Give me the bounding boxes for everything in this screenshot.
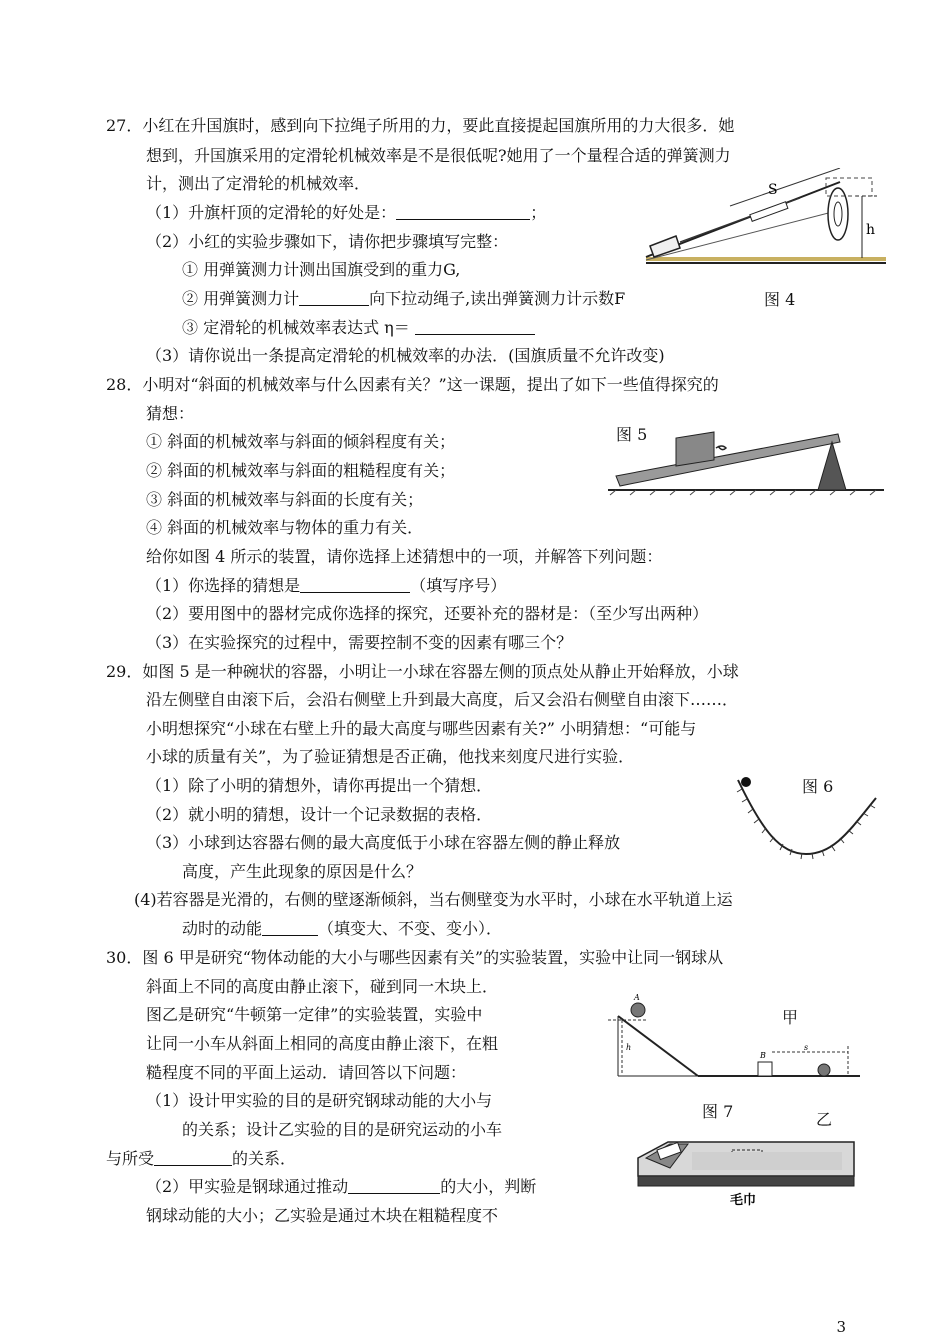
q29-part-1: （1）除了小明的猜想外，请你再提出一个猜想． (146, 776, 493, 795)
q30-part-1-c (106, 1147, 296, 1171)
q27-blank-1[interactable] (396, 203, 530, 220)
fig5-board (616, 434, 840, 486)
q27-line-2: 想到，升国旗采用的定滑轮机械效率是不是很低呢?她用了一个量程合适的弹簧测力 (146, 146, 731, 165)
q29-part-4 (182, 917, 502, 941)
q27-part-3: （3）请你说出一条提高定滑轮的机械效率的办法．(国旗质量不允许改变) (146, 346, 665, 365)
q30-part-1-b: 的关系；设计乙实验的目的是研究运动的小车 (182, 1120, 503, 1139)
q28-guess-4: ④ 斜面的机械效率与物体的重力有关． (146, 518, 424, 537)
figure-6-bowl (732, 770, 882, 862)
q30-part-1-c-text: 与所受 (106, 1149, 155, 1168)
q27-step-2 (182, 287, 625, 311)
figure-4-inclined-plane (640, 168, 890, 268)
fig7-block-b (758, 1062, 772, 1076)
q29-part-3-a: （3）小球到达容器右侧的最大高度低于小球在容器左侧的静止释放 (146, 833, 621, 852)
q27-step-2-text-a: ② 用弹簧测力计 (182, 289, 300, 308)
fig4-distance-line (730, 168, 840, 206)
fig7-yi-towel-texture (692, 1152, 842, 1170)
figure-5-caption: 图 5 (616, 425, 648, 444)
q27-step-2-text-b: 向下拉动绳子,读出弹簧测力计示数F (369, 289, 626, 308)
fig4-table-surface (646, 257, 886, 261)
figure-4-caption: 图 4 (764, 290, 796, 309)
fig7-label-a: A (634, 994, 640, 1002)
q28-guess-3: ③ 斜面的机械效率与斜面的长度有关； (146, 490, 424, 509)
fig6-bowl-curve (738, 780, 876, 854)
q28-intro: 给你如图 4 所示的装置，请你选择上述猜想中的一项，并解答下列问题： (146, 547, 663, 566)
q29-part-4-hint: （填变大、不变、变小）． (318, 919, 503, 938)
q29-blank-1[interactable] (262, 919, 318, 936)
figure-7-caption: 图 7 (702, 1102, 734, 1121)
q30-line-1: 30．图 6 甲是研究“物体动能的大小与哪些因素有关”的实验装置，实验中让同一钢球从 (106, 948, 724, 967)
q30-line-5: 糙程度不同的平面上运动．请回答以下问题： (146, 1063, 467, 1082)
fig7-yi-board-edge (638, 1176, 854, 1186)
q27-step-1: ① 用弹簧测力计测出国旗受到的重力G, (182, 260, 461, 279)
figure-7-yi-label: 乙 (816, 1110, 833, 1129)
q30-part-2-a-text: （2）甲实验是钢球通过推动 (146, 1177, 349, 1196)
q29-line-4: 小球的质量有关”，为了验证猜想是否正确，他找来刻度尺进行实验． (146, 747, 635, 766)
q30-part-1-a: （1）设计甲实验的目的是研究钢球动能的大小与 (146, 1091, 493, 1110)
fig4-label-s: S (768, 182, 778, 198)
q28-guess-1: ① 斜面的机械效率与斜面的倾斜程度有关； (146, 432, 456, 451)
q29-part-3-b: 高度，产生此现象的原因是什么？ (182, 862, 423, 881)
q30-part-2-c: 钢球动能的大小；乙实验是通过木块在粗糙程度不 (146, 1206, 499, 1225)
figure-7-yi (632, 1128, 862, 1210)
fig4-label-h: h (866, 222, 876, 238)
q30-part-2-a (146, 1175, 536, 1199)
fig7-label-h: h (626, 1043, 632, 1052)
q30-part-2-b-text: 的大小，判断 (440, 1177, 537, 1196)
q27-part-1-text: （1）升旗杆顶的定滑轮的好处是： (146, 203, 397, 222)
q29-part-2: （2）就小明的猜想，设计一个记录数据的表格． (146, 805, 493, 824)
figure-7-jia-label: 甲 (782, 1008, 799, 1027)
fig7-ball-top (631, 1003, 645, 1017)
q27-line-1: 27．小红在升国旗时，感到向下拉绳子所用的力，要此直接提起国旗所用的力大很多．她 (106, 116, 735, 135)
q27-blank-3[interactable] (415, 318, 535, 335)
q29-part-4-text: 动时的动能 (182, 919, 263, 938)
fig7-label-s: s (804, 1043, 809, 1052)
q30-line-2: 斜面上不同的高度由静止滚下，碰到同一木块上． (146, 977, 499, 996)
q27-line-3: 计，测出了定滑轮的机械效率． (146, 174, 371, 193)
fig5-wedge (818, 442, 846, 490)
q27-part-1-end: ； (530, 203, 547, 222)
fig7-label-b: B (760, 1051, 766, 1060)
figure-7-jia (608, 994, 866, 1086)
fig5-block (676, 432, 714, 466)
page-number: 3 (836, 1318, 846, 1336)
q30-blank-2[interactable] (348, 1177, 440, 1194)
q30-blank-1[interactable] (154, 1149, 232, 1166)
q29-line-3: 小明想探究“小球在右壁上升的最大高度与哪些因素有关?” 小明猜想：“可能与 (146, 719, 697, 738)
fig5-hook (716, 446, 726, 450)
q28-guess-2: ② 斜面的机械效率与斜面的粗糙程度有关； (146, 461, 456, 480)
figure-6-caption: 图 6 (802, 777, 834, 796)
fig4-incline-bottom (646, 210, 840, 260)
q27-part-1 (146, 201, 546, 225)
q27-part-2: （2）小红的实验步骤如下，请你把步骤填写完整： (146, 232, 509, 251)
q28-blank-1[interactable] (300, 576, 410, 593)
q28-line-2: 猜想： (146, 404, 195, 423)
q28-part-1-hint: （填写序号） (410, 576, 507, 595)
q30-line-3: 图乙是研究“牛顿第一定律”的实验装置，实验中 (146, 1005, 483, 1024)
figure-5-incline (606, 424, 886, 496)
q29-part-4-a: (4)若容器是光滑的，右侧的壁逐渐倾斜，当右侧壁变为水平时，小球在水平轨道上运 (134, 890, 733, 909)
q27-step-3-text: ③ 定滑轮的机械效率表达式 η＝ (182, 318, 410, 337)
q28-part-1 (146, 574, 506, 598)
q28-part-2: （2）要用图中的器材完成你选择的探究，还要补充的器材是：（至少写出两种） (146, 604, 709, 623)
q28-part-3: （3）在实验探究的过程中，需要控制不变的因素有哪三个？ (146, 633, 573, 652)
fig6-ball (741, 777, 751, 787)
q29-line-2: 沿左侧壁自由滚下后，会沿右侧壁上升到最大高度，后又会沿右侧壁自由滚下……． (146, 690, 739, 709)
q27-step-3 (182, 316, 535, 340)
q30-line-4: 让同一小车从斜面上相同的高度由静止滚下，在粗 (146, 1034, 499, 1053)
fig7-yi-towel-label: 毛巾 (730, 1193, 757, 1208)
q29-line-1: 29．如图 5 是一种碗状的容器，小明让一小球在容器左侧的顶点处从静止开始释放，小球 (106, 662, 739, 681)
q28-line-1: 28．小明对“斜面的机械效率与什么因素有关？”这一课题，提出了如下一些值得探究的 (106, 375, 719, 394)
fig7-ball-end (818, 1064, 830, 1076)
q27-blank-2[interactable] (299, 289, 369, 306)
fig4-block (650, 236, 680, 257)
q28-part-1-text: （1）你选择的猜想是 (146, 576, 301, 595)
fig4-spring-scale (750, 202, 788, 222)
q30-part-1-d-text: 的关系． (232, 1149, 297, 1168)
